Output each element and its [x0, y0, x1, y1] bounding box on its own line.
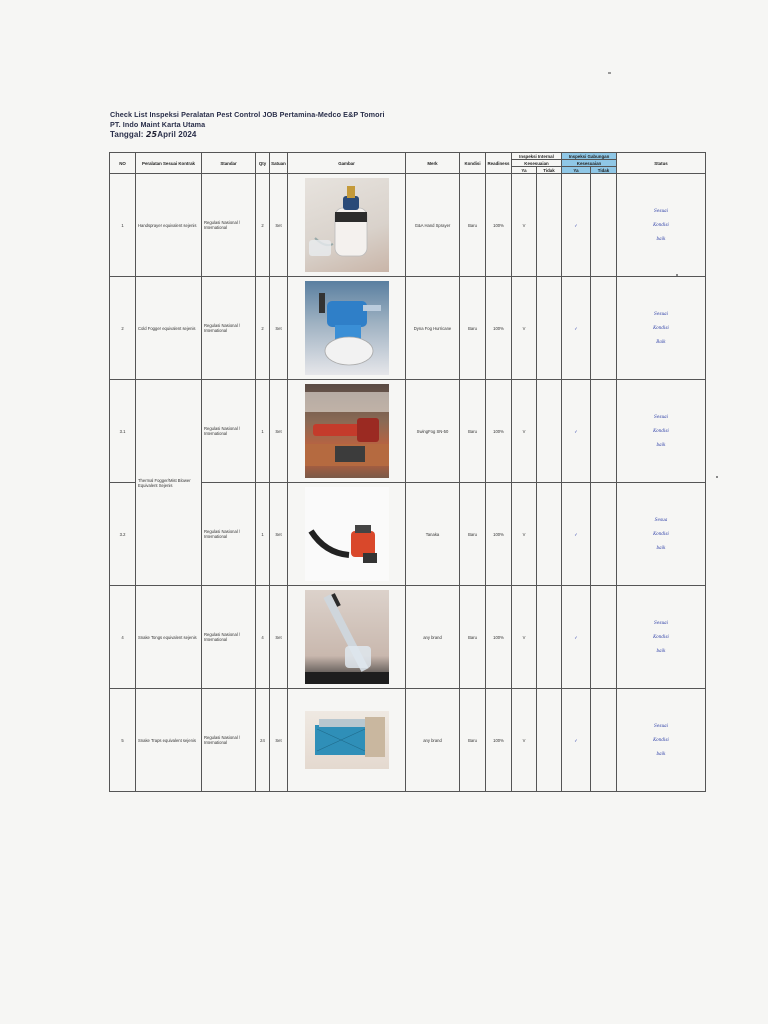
- cell-internal-ya: V: [512, 483, 537, 586]
- scan-speck: [676, 274, 678, 276]
- photo-cold-fogger: [305, 281, 389, 375]
- cell-standar: Regulasi Nasional / International: [202, 483, 256, 586]
- cell-readiness: 100%: [486, 174, 512, 277]
- header-satuan: Satuan: [270, 153, 288, 174]
- cell-internal-tidak: [537, 277, 562, 380]
- cell-internal-tidak: [537, 380, 562, 483]
- cell-satuan: Set: [270, 586, 288, 689]
- cell-internal-ya: V: [512, 689, 537, 792]
- header-kesesuaian-gabungan: Kesesuaian: [562, 160, 617, 167]
- cell-gambar: [288, 483, 406, 586]
- header-gabungan-ya: Ya: [562, 167, 591, 174]
- cell-gabungan-tidak: [591, 277, 617, 380]
- cell-internal-tidak: [537, 174, 562, 277]
- cell-standar: Regulasi Nasional / International: [202, 586, 256, 689]
- cell-kondisi: Baru: [460, 380, 486, 483]
- header-qty: Qty: [256, 153, 270, 174]
- photo-snake-tongs: [305, 590, 389, 684]
- cell-status: Sesuai Kondisi baik: [617, 689, 706, 792]
- cell-peralatan: Cold Fogger equivalent sejenis: [136, 277, 202, 380]
- cell-status: Sesuai Kondisi baik: [617, 174, 706, 277]
- cell-standar: Regulasi Nasional / International: [202, 277, 256, 380]
- header-gambar: Gambar: [288, 153, 406, 174]
- cell-kondisi: Baru: [460, 277, 486, 380]
- date-handwritten: 25: [145, 130, 158, 139]
- cell-satuan: Set: [270, 380, 288, 483]
- cell-internal-ya: V: [512, 380, 537, 483]
- cell-peralatan: Handsprayer equivalent sejenis: [136, 174, 202, 277]
- cell-no: 3.2: [110, 483, 136, 586]
- header-status: Status: [617, 153, 706, 174]
- cell-kondisi: Baru: [460, 483, 486, 586]
- cell-no: 4: [110, 586, 136, 689]
- company-name: PT. Indo Maint Karta Utama: [110, 120, 206, 129]
- cell-peralatan: Snake Traps equivalent sejenis: [136, 689, 202, 792]
- cell-status: Sesuai Kondisi baik: [617, 380, 706, 483]
- cell-status: Sesuai Kondisi baik: [617, 586, 706, 689]
- cell-no: 3.1: [110, 380, 136, 483]
- cell-merk: any brand: [406, 586, 460, 689]
- cell-internal-ya: V: [512, 277, 537, 380]
- cell-internal-ya: V: [512, 586, 537, 689]
- photo-swingfog: [305, 384, 389, 478]
- cell-gambar: [288, 174, 406, 277]
- cell-readiness: 100%: [486, 277, 512, 380]
- cold-fogger-image: [305, 281, 389, 375]
- mist-blower-image: [305, 487, 389, 581]
- table-row: [110, 174, 706, 277]
- cell-peralatan: Snake Tongs equivalent sejenis: [136, 586, 202, 689]
- cell-internal-tidak: [537, 586, 562, 689]
- photo-mist-blower: [305, 487, 389, 581]
- cell-internal-tidak: [537, 483, 562, 586]
- cell-kondisi: Baru: [460, 586, 486, 689]
- cell-internal-ya: V: [512, 174, 537, 277]
- header-gabungan-tidak: Tidak: [591, 167, 617, 174]
- cell-peralatan-merged: Thermal Fogger/Mist Blower Equivalent Sejenis: [136, 380, 202, 586]
- cell-satuan: Set: [270, 689, 288, 792]
- cell-qty: 1: [256, 380, 270, 483]
- header-inspeksi-internal: Inspeksi Internal: [512, 153, 562, 160]
- cell-gambar: [288, 277, 406, 380]
- cell-gabungan-tidak: [591, 689, 617, 792]
- cell-gabungan-ya: ✓: [562, 174, 591, 277]
- table-row: [110, 689, 706, 792]
- cell-qty: 4: [256, 586, 270, 689]
- cell-merk: Dyna Fog Hurricane: [406, 277, 460, 380]
- cell-gabungan-tidak: [591, 586, 617, 689]
- cell-qty: 24: [256, 689, 270, 792]
- document-title: Check List Inspeksi Peralatan Pest Control JOB Pertamina-Medco E&P Tomori: [110, 110, 385, 119]
- table-row: [110, 277, 706, 380]
- cell-standar: Regulasi Nasional / International: [202, 380, 256, 483]
- header-merk: Merk: [406, 153, 460, 174]
- inspection-table: [109, 152, 706, 792]
- header-kesesuaian-internal: Kesesuaian: [512, 160, 562, 167]
- cell-no: 2: [110, 277, 136, 380]
- cell-status: Sesuai Kondisi Baik: [617, 277, 706, 380]
- cell-readiness: 100%: [486, 380, 512, 483]
- cell-readiness: 100%: [486, 689, 512, 792]
- header-peralatan: Peralatan Sesuai Kontrak: [136, 153, 202, 174]
- header-inspeksi-gabungan: Inspeksi Gabungan: [562, 153, 617, 160]
- swingfog-image: [305, 384, 389, 478]
- cell-no: 5: [110, 689, 136, 792]
- inspection-date: [110, 130, 385, 140]
- cell-gabungan-ya: ✓: [562, 380, 591, 483]
- cell-merk: Tanaka: [406, 483, 460, 586]
- header-readiness: Readiness: [486, 153, 512, 174]
- header-standar: Standar: [202, 153, 256, 174]
- cell-qty: 2: [256, 174, 270, 277]
- cell-satuan: Set: [270, 483, 288, 586]
- header-internal-tidak: Tidak: [537, 167, 562, 174]
- cell-gabungan-tidak: [591, 483, 617, 586]
- cell-gambar: [288, 689, 406, 792]
- scan-speck: [608, 72, 611, 74]
- document-header: [110, 110, 385, 140]
- snake-tongs-image: [305, 590, 389, 684]
- cell-qty: 1: [256, 483, 270, 586]
- cell-merk: G&A Hand Sprayer: [406, 174, 460, 277]
- photo-handsprayer: [305, 178, 389, 272]
- cell-kondisi: Baru: [460, 174, 486, 277]
- cell-internal-tidak: [537, 689, 562, 792]
- table-row: [110, 586, 706, 689]
- cell-readiness: 100%: [486, 586, 512, 689]
- cell-qty: 2: [256, 277, 270, 380]
- cell-gabungan-ya: ✓: [562, 277, 591, 380]
- cell-gambar: [288, 380, 406, 483]
- header-kondisi: Kondisi: [460, 153, 486, 174]
- header-no: NO: [110, 153, 136, 174]
- cell-gambar: [288, 586, 406, 689]
- date-prefix: Tanggal:: [110, 130, 146, 139]
- cell-merk: any brand: [406, 689, 460, 792]
- handsprayer-image: [305, 178, 389, 272]
- cell-status: Sesua Kondisi baik: [617, 483, 706, 586]
- snake-traps-image: [305, 711, 389, 769]
- cell-merk: SwingFog SN-50: [406, 380, 460, 483]
- cell-no: 1: [110, 174, 136, 277]
- cell-readiness: 100%: [486, 483, 512, 586]
- cell-gabungan-ya: ✓: [562, 586, 591, 689]
- scan-speck: [716, 476, 718, 478]
- cell-gabungan-tidak: [591, 174, 617, 277]
- photo-snake-traps: [305, 711, 389, 769]
- cell-satuan: Set: [270, 277, 288, 380]
- cell-standar: Regulasi Nasional / International: [202, 174, 256, 277]
- cell-gabungan-ya: ✓: [562, 483, 591, 586]
- cell-gabungan-tidak: [591, 380, 617, 483]
- date-rest: April 2024: [157, 130, 197, 139]
- cell-gabungan-ya: ✓: [562, 689, 591, 792]
- header-internal-ya: Ya: [512, 167, 537, 174]
- cell-standar: Regulasi Nasional / International: [202, 689, 256, 792]
- cell-satuan: Set: [270, 174, 288, 277]
- cell-kondisi: Baru: [460, 689, 486, 792]
- table-row: [110, 380, 706, 483]
